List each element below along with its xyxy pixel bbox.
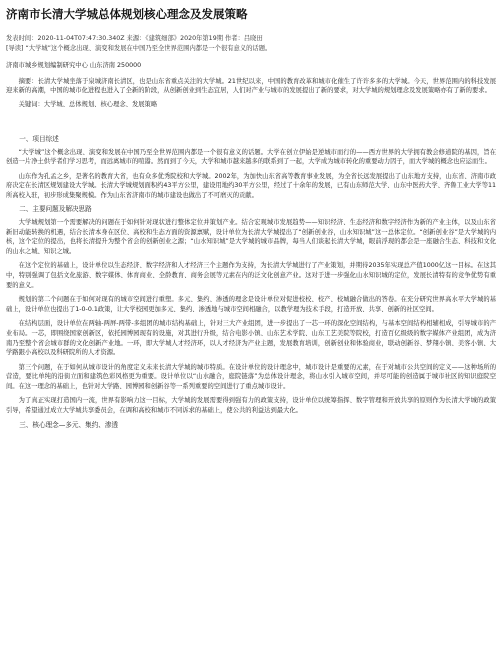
body-paragraph: 在这个定位的基础上，设计单位以生态经济、数字经济和人才经济三个主题作为支持，为长清大学城进行了产业策划，并期待2035年实现总产值1000亿这一目标。在这其中，特别强调了包括文化旅游、数字媒体、体育商业、全龄教育、商务会展等元素在内的泛文化创意产业。这对于进一步强化山水知识城的定位，发展长清特有的竞争优势有重要的意义。 — [6, 262, 496, 289]
article-abstract: 摘要：长清大学城坐落于泉城济南长清区，也是山东省重点关注的大学城。21世纪以来，中国的教育改革和城市化催生了许许多多的大学城。今天，世界范围内的科技发展迎来新的高潮，中国的城市化进程也进入了全新的阶段，从创新创业到生态宜居，人们对产业与城市的发展提出了新的要求，对大学城的规划理念及发展策略亦有了新的要求。 — [6, 77, 496, 94]
body-paragraph: 第三个问题，在于如何从城市设计的角度定义未来长清大学城的城市特质。在设计单位的设计理念中，城市设计是重要的元素，在于对城市公共空间的定义——这种场所的营造，要比单纯的沿街立面和建筑色彩风格更为重要。设计单位以“山水融合，庭院链落”为总体设计理念，将山水引入城市空间，并尽可能的创造属于城市社区的知识庭院空间。在这一理念的基础上，也针对大学路、园博园和创新谷等一系列重要的空间进行了重点城市设计。 — [6, 363, 496, 390]
section-heading: 三、核心理念—多元、集约、渗透 — [19, 420, 119, 429]
author-affiliation: 济南市城乡规划编制研究中心 山东济南 250000 — [6, 62, 142, 69]
section-spacer — [6, 109, 496, 135]
article-keywords: 关键词：大学城、总体规划、核心理念、发展策略 — [18, 100, 158, 108]
section-heading: 二、主要问题及解决思路 — [19, 205, 92, 214]
section-1 — [6, 135, 496, 200]
section-heading: 一、项目综述 — [19, 135, 59, 143]
body-paragraph: 大学城规划第一个需要解决的问题在于如何针对现状进行整体定位并策划产业。结合宏观城市发展趋势——知识经济、生态经济和数字经济作为新的产业主体，以及山东省新旧动能转换的机遇，结合长清本身在区位、高校和生态方面的资源禀赋，设计单位为长清大学城提出了“创新创业谷，山水知识城”这一总体定位。“创新创业谷”是大学城的内核，这个定位的提出，也将长清提升为整个省会的创新创业之源；“山水知识城”是大学城的城市品牌，每当人们谈起长清大学城，眼前浮现的都会是一座融合生态、科技和文化的山水之城、知识之城。 — [6, 218, 496, 255]
article-page — [6, 7, 496, 433]
article-title: 济南市长清大学城总体规划核心理念及发展策略 — [6, 7, 248, 21]
body-paragraph: “大学城”这个概念出现、演变和发展在中国乃至全世界范围内都是一个很有意义的话题。大学在创立伊始是逆城市而行的——西方世界的大学拥有教会修道院的基因，旨在创造一片净土供学者们学习思考，而远离城市的喧嚣。然而到了今天，大学和城市越来越多的联系到了一起，大学成为城市转化的重要动力因子，而大学城的概念也应运而生。 — [6, 148, 496, 166]
body-paragraph: 山东作为孔孟之乡，是著名的教育大省，也有众多优秀院校和大学城。2002年，为加快山东省高等教育事业发展，为全省长远发展提出了山东地方支持，山东省、济南市政府决定在长清区规划建设大学城。长清大学城规划面积约43平方公里，建设用地约30平方公里，经过了十余年的发展，已有山东师范大学、山东中医药大学、齐鲁工业大学等11所高校入驻，初步形成集聚规模。作为山东省济南市的城市建设也做出了不可磨灭的贡献。 — [6, 172, 497, 199]
body-paragraph: 在结构层面，设计单位在两轴-两屏-两带-多组团的城市结构基础上，针对三大产业组团，进一步提出了一芯一环的深化空间结构，与基本空间结构相辅相成，引导城市的产业布局。一芯，即围绕国家创新区，依托园博园现有的设施，对其进行升级，结合电影小镇、山东艺术学院、山东工艺美院等院校，打造百亿级级的数字媒体产业组团，成为济南乃至整个省会城市群的文化创新产业地。一环，即大学城人才经济环，以人才经济为产业主题，发展教育培训，创新创业和体验商业，联动创新谷、梦翔小镇、美客小镇、大学路跟小高校以及科研院所的人才资源。 — [6, 320, 496, 357]
publication-meta: 发表时间：2020-11-04T07:47:30.340Z 来源：《建筑细部》2020年第19期 作者：吕晓田 — [6, 35, 263, 42]
body-paragraph: 规划的第二个问题在于如何对现有的城市空间进行重塑。多元、集约、渗透的理念是设计单位对促进校校、校产、校城融合做出的答卷。在充分研究世界高水平大学城的基础上，设计单位也提出了1-0-0.1政策，让大学校园更加多元、集约、渗透地与城市空间相融合，以教学理为技术手段，打造开放、共享、创新的社区空间。 — [6, 296, 496, 313]
body-paragraph: 为了真正实现打造国内一流，世界有影响力这一目标，大学城的发展需要得到强有力的政策支持，设计单位以统筹指挥、数字管理和开放共享的原则作为长清大学城的政策引导，希望通过成立大学城共享委员会，在调和高校和城市不同诉求的基础上，使公共的利益达到最大化。 — [6, 397, 496, 415]
section-2 — [6, 205, 496, 415]
section-3 — [6, 421, 496, 431]
article-guide: [导读] “大学城”这个概念出现、演变和发展在中国乃至全世界范围内都是一个很有意义的话题。 — [6, 44, 272, 52]
